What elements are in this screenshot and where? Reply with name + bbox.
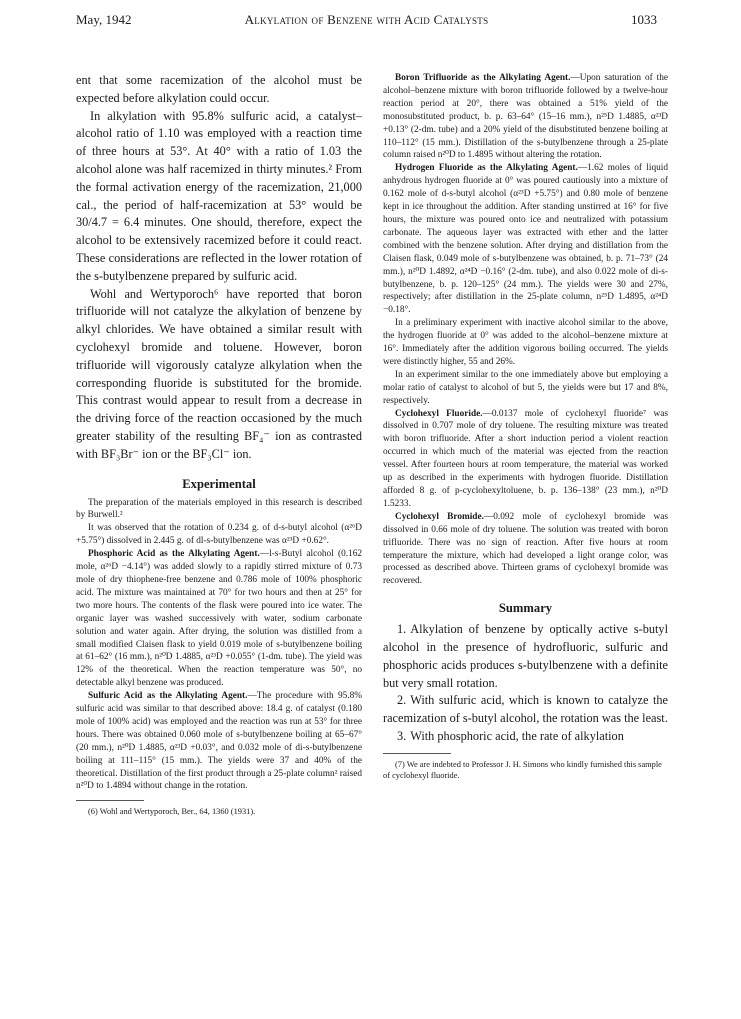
- experimental-paragraph: The preparation of the materials employed in this research is described by Burwell.²: [76, 497, 362, 521]
- page-header: [76, 10, 657, 30]
- experimental-paragraph: [383, 408, 668, 511]
- experimental-paragraph: [383, 72, 668, 162]
- summary-item-number: 3.: [397, 729, 407, 744]
- paragraph-text: —Upon saturation of the alcohol–benzene mixture with boron trifluoride followed by a twelve-hour reaction period at 20°, there was obtained a 51% yield of the monosubstituted product, b. p. 63–64° (15–16 mm.), n²⁵D 1.4885, α²³D +0.13° (2-dm. tube) and a 20% yield of the disubstituted benzene boiling at 110–112° (15 mm.). Distillation of the s-butylbenzene through a 25-plate column raised n²⁰D to 1.4895 without altering the rotation.: [383, 73, 668, 161]
- experimental-paragraph: It was observed that the rotation of 0.234 g. of d-s-butyl alcohol (α²⁶D +5.75°) dissolved in 2.445 g. of dl-s-butylbenzene was α²³D +0.62°.: [76, 523, 362, 547]
- run-in-heading: Phosphoric Acid as the Alkylating Agent.: [88, 549, 260, 560]
- run-in-heading: Sulfuric Acid as the Alkylating Agent.: [88, 691, 248, 702]
- footnote-rule: [383, 753, 451, 754]
- paragraph-text: —0.0137 mole of cyclohexyl fluoride⁷ was dissolved in 0.707 mole of dry toluene. The resulting mixture was treated with boron trifluoride. After a short induction period a violent reaction occurred in which much of the material was ejected from the reaction vessel. After fourteen hours at room temperature, the material was worked up as described in the experiments with hydrogen fluoride. Distillation afforded 8 g. of p-cyclohexyltoluene, b. p. 136–138° (23 mm.), n²⁰D 1.5233.: [383, 408, 668, 509]
- run-in-heading: Hydrogen Fluoride as the Alkylating Agent.: [395, 163, 578, 174]
- summary-item: [383, 692, 668, 728]
- body-paragraph: Wohl and Wertyporoch⁶ have reported that boron trifluoride will not catalyze the alkylation of benzene by alkyl chlorides. We have obtained a similar result with cyclohexyl bromide and toluene. However, boron trifluoride will vigorously catalyze alkylation when the corresponding fluoride is substituted for the bromide. This contrast would appear to result from a decrease in the driving force of the reaction occasioned by the much greater stability of the resulting BF₄⁻ ion as contrasted with BF₃Br⁻ ion or the BF₃Cl⁻ ion.: [76, 286, 362, 461]
- experimental-paragraph: In an experiment similar to the one immediately above but employing a molar ratio of catalyst to alcohol of but 5, the yields were but 17 and 8%, respectively.: [383, 369, 668, 406]
- summary-list: [383, 621, 668, 746]
- summary-item-text: Alkylation of benzene by optically active s-butyl alcohol in the presence of hydrofluoric, sulfuric and phosphoric acids produces s-butylbenzene with a definite but very small rotation.: [383, 622, 668, 690]
- experimental-heading: Experimental: [182, 476, 256, 491]
- body-paragraph: ent that some racemization of the alcohol must be expected before alkylation could occur.: [76, 73, 362, 105]
- body-paragraph: In alkylation with 95.8% sulfuric acid, a catalyst–alcohol ratio of 1.10 was employed with a reaction time of three hours at 53°. At 40° with a ratio of 1.03 the alcohol alone was half racemized in thirty minutes.² From the formal activation energy of the racemization, 21,000 cal., the period of half-racemization at 53° would be 30/4.7 = 6.4 minutes. One should, therefore, expect the alcohol to be extensively racemized before it could react. These considerations are reflected in the lower rotation of the s-butylbenzene prepared by sulfuric acid.: [76, 108, 362, 283]
- paragraph-text: —0.092 mole of cyclohexyl bromide was dissolved in 0.66 mole of dry toluene. The solution was treated with boron trifluoride. There was no sign of reaction. After five hours at room temperature the mixture, which had developed a light orange color, was processed as described above. Thirteen grams of cyclohexyl bromide was recovered.: [383, 511, 668, 587]
- summary-item-text: With phosphoric acid, the rate of alkylation: [410, 729, 624, 744]
- run-in-heading: Cyclohexyl Fluoride.: [395, 408, 483, 419]
- left-column: [76, 72, 362, 817]
- footnote: (7) We are indebted to Professor J. H. Simons who kindly furnished this sample of cyclohexyl fluoride.: [383, 759, 662, 780]
- experimental-paragraph: [383, 162, 668, 317]
- experimental-paragraph: [383, 511, 668, 588]
- paragraph-text: —1.62 moles of liquid anhydrous hydrogen fluoride at 0° was poured cautiously into a mixture of 0.162 mole of d-s-butyl alcohol (α²³D +5.75°) and 0.80 mole of benzene kept in ice throughout the addition. After standing unstirred at 16° for five hours, the mixture was poured onto ice and neutralized with potassium carbonate. The aqueous layer was extracted with ether and the latter combined with the benzene solution. After drying and distillation from the Claisen flask, 0.049 mole of s-butylbenzene was obtained, b. p. 71–73° (24 mm.), n²⁰D 1.4892, α²⁴D −0.16° (2-dm. tube), and also 0.022 mole of di-s-butylbenzene, b. p. 120–125° (24 mm.). The yields were 30 and 27%, respectively; after distillation in the 25-plate column, n²⁵D 1.4895, α²⁴D −0.18°.: [383, 163, 669, 316]
- page-number: 1033: [631, 12, 657, 27]
- summary-item: [383, 621, 668, 692]
- paragraph-text: —The procedure with 95.8% sulfuric acid was similar to that described above: 18.4 g. of catalyst (0.180 mole of 100% acid) was employed and the reaction was run at 53° for three hours. There was obtained 0.060 mole of s-butylbenzene boiling at 65–67° (20 mm.), n²⁰D 1.4885, α²³D +0.03°, and 0.032 mole of di-s-butylbenzene boiling at 111–115° (15 mm.). The yields were 37 and 40% of the theoretical. Distillation of the first product through a 25-plate column² raised n²⁰D to 1.4894 without change in the rotation.: [76, 691, 362, 792]
- right-column: [383, 72, 668, 781]
- summary-item-number: 2.: [397, 693, 407, 708]
- paragraph-text: —l-s-Butyl alcohol (0.162 mole, α²⁶D −4.14°) was added slowly to a rapidly stirred mixture of 0.73 mole of dry thiophene-free benzene and 0.786 mole of 100% phosphoric acid. The mixture was maintained at 70° for two hours and then at 25° for two more hours. The contents of the flask were poured into ice water. The organic layer was washed successively with water, sodium carbonate solution and water again. After drying, the solution was distilled from a small modified Claisen flask to yield 0.019 mole of s-butylbenzene boiling at 61–62° (16 mm.), n²⁰D 1.4885, α²³D +0.055° (1-dm. tube). The yield was 12% of the theoretical. When the reaction temperature was 50°, no detectable alkyl benzene was produced.: [76, 549, 362, 689]
- summary-heading: Summary: [498, 601, 553, 616]
- run-in-heading: Cyclohexyl Bromide.: [395, 511, 484, 522]
- summary-item-number: 1.: [397, 622, 407, 637]
- experimental-paragraph: [76, 548, 362, 690]
- footnote-rule: [76, 800, 144, 801]
- run-in-heading: Boron Trifluoride as the Alkylating Agent.: [395, 73, 571, 83]
- summary-item: [383, 728, 668, 746]
- footnote: (6) Wohl and Wertyporoch, Ber., 64, 1360 (1931).: [88, 807, 256, 817]
- experimental-paragraph: In a preliminary experiment with inactive alcohol similar to the above, the hydrogen fluoride at 0° was added to the alcohol–benzene mixture at 16°. Immediately after the addition vigorous boiling occurred. The yields were distinctly higher, 55 and 26%.: [383, 318, 668, 367]
- running-title: Alkylation of Benzene with Acid Catalysts: [244, 12, 489, 27]
- experimental-paragraph: [76, 690, 362, 793]
- summary-item-text: With sulfuric acid, which is known to catalyze the racemization of s-butyl alcohol, the rotation was the least.: [383, 693, 668, 726]
- header-date: May, 1942: [76, 12, 132, 27]
